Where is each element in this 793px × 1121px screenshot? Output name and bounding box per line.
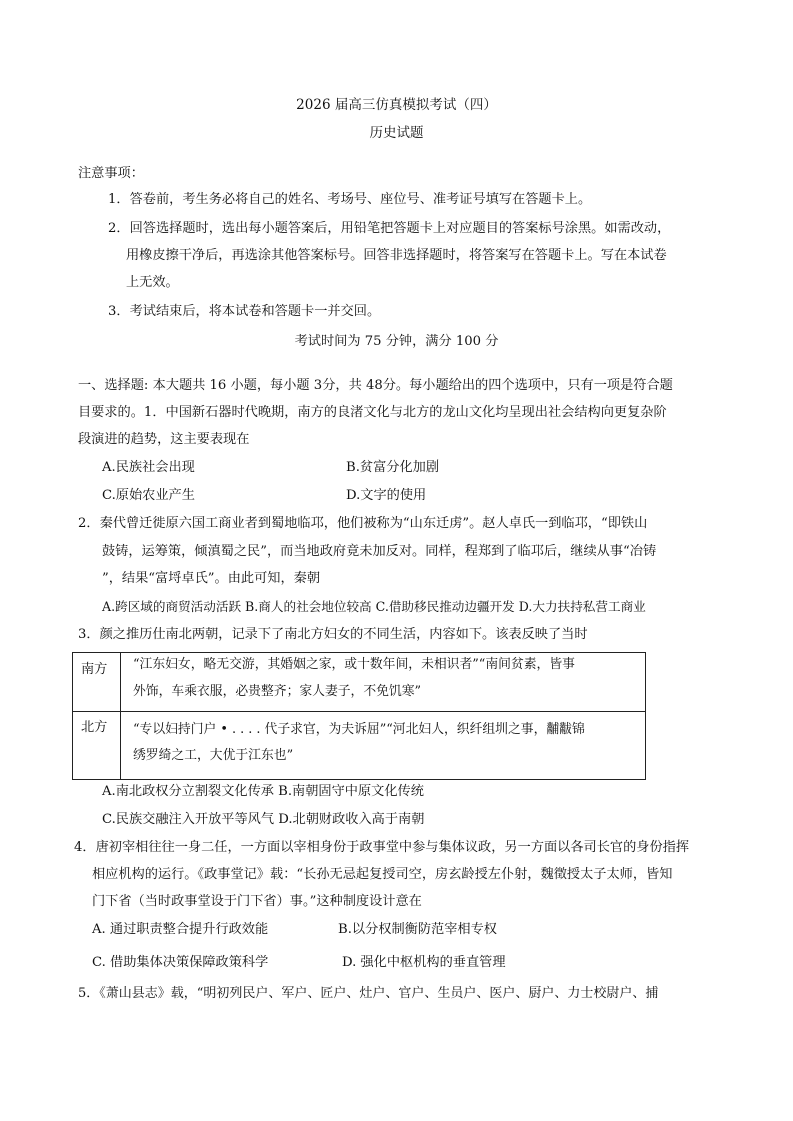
q3-options-2: C.民族交融注入开放平等风气 D.北朝财政收入高于南朝 [102, 812, 425, 827]
q3-table-north-label: 北方 [81, 720, 108, 735]
exam-time: 考试时间为 75 分钟，满分 100 分 [294, 334, 499, 349]
q4-stem-2: 相应机构的运行。《政事堂记》载：“长孙无忌起复授司空，房玄龄授左仆射，魏徵授太子太师，皆知 [92, 867, 673, 882]
q4-stem-1: 4．唐初宰相往往一身二任，一方面以宰相身份于政事堂中参与集体议政，另一方面以各司长官的身份指挥 [74, 840, 690, 855]
notice-item-2-cont2: 上无效。 [126, 275, 179, 290]
q3-table-row-divider [73, 711, 645, 712]
q1-option-a: A.民族社会出现 [102, 460, 195, 475]
section1-intro-3: 段演进的趋势，这主要表现在 [78, 432, 250, 447]
notice-item-2-cont: 用橡皮擦干净后，再选涂其他答案标号。回答非选择题时，将答案写在答题卡上。写在本试卷 [126, 248, 667, 263]
q1-option-b: B.贫富分化加剧 [346, 460, 440, 475]
q4-option-c: C. 借助集体决策保障政策科学 [92, 955, 269, 970]
q2-stem-2: 鼓铸，运筹策，倾滇蜀之民”，而当地政府竟未加反对。同样，程郑到了临邛后，继续从事“冶铸 [102, 544, 657, 559]
q3-table-north-text-1: “专以妇持门户 • . . . . 代子求官，为夫诉屈”“河北妇人，织纤组圳之事，黼黻锦 [133, 722, 585, 737]
notice-heading: 注意事项： [78, 166, 144, 181]
notice-item-2: 2．回答选择题时，选出每小题答案后，用铅笔把答题卡上对应题目的答案标号涂黑。如需改动， [108, 221, 671, 236]
section1-intro-2: 目要求的。1．中国新石器时代晚期，南方的良渚文化与北方的龙山文化均呈现出社会结构向更复杂阶 [78, 405, 667, 420]
q3-table-south-text-2: 外饰，车乘衣服，必贵整齐；家人妻子，不免饥寒” [133, 684, 422, 699]
q2-options: A.跨区域的商贸活动活跃 B.商人的社会地位较高 C.借助移民推动边疆开发 D.大力扶持私营工商业 [102, 599, 646, 614]
q3-table-south-text-1: “江东妇女，略无交游，其婚姻之家，或十数年间，未相识者”“南间贫素，皆事 [133, 657, 575, 672]
q3-table-north-text-2: 绣罗绮之工，大优于江东也” [133, 748, 294, 763]
notice-item-1: 1．答卷前，考生务必将自己的姓名、考场号、座位号、准考证号填写在答题卡上。 [108, 192, 592, 207]
exam-title: 2026 届高三仿真模拟考试（四） [296, 97, 497, 113]
q1-option-c: C.原始农业产生 [102, 488, 195, 503]
q4-stem-3: 门下省（当时政事堂设于门下省）事。”这种制度设计意在 [92, 894, 422, 909]
q3-table-south-label: 南方 [81, 662, 108, 677]
q4-option-d: D. 强化中枢机构的垂直管理 [342, 955, 506, 970]
q2-stem-3: ”，结果“富埒卓氏”。由此可知，秦朝 [102, 571, 321, 586]
q3-stem: 3．颜之推历仕南北两朝，记录下了南北方妇女的不同生活，内容如下。该表反映了当时 [78, 627, 588, 642]
exam-subtitle: 历史试题 [369, 125, 424, 141]
q4-option-a: A. 通过职责整合提升行政效能 [92, 922, 269, 937]
q2-stem-1: 2．秦代曾迁徙原六国工商业者到蜀地临邛，他们被称为“山东迁虏”。赵人卓氏一到临邛，“即铁山 [78, 516, 648, 531]
notice-item-3: 3．考试结束后，将本试卷和答题卡一并交回。 [108, 304, 381, 319]
q1-option-d: D.文字的使用 [346, 488, 427, 503]
q4-option-b: B.以分权制衡防范宰相专权 [338, 922, 497, 937]
q3-options-1: A.南北政权分立割裂文化传承 B.南朝固守中原文化传统 [102, 784, 424, 799]
section1-intro-1: 一、选择题: 本大题共 16 小题，每小题 3分，共 48分。每小题给出的四个选项中，只有一项是符合题 [78, 378, 673, 393]
q5-stem-1: 5．《萧山县志》载，“明初列民户、军户、匠户、灶户、官户、生员户、医户、厨户、力士校尉户、捕 [78, 986, 659, 1001]
q3-table-col-divider [120, 653, 121, 779]
q3-table [72, 652, 646, 780]
